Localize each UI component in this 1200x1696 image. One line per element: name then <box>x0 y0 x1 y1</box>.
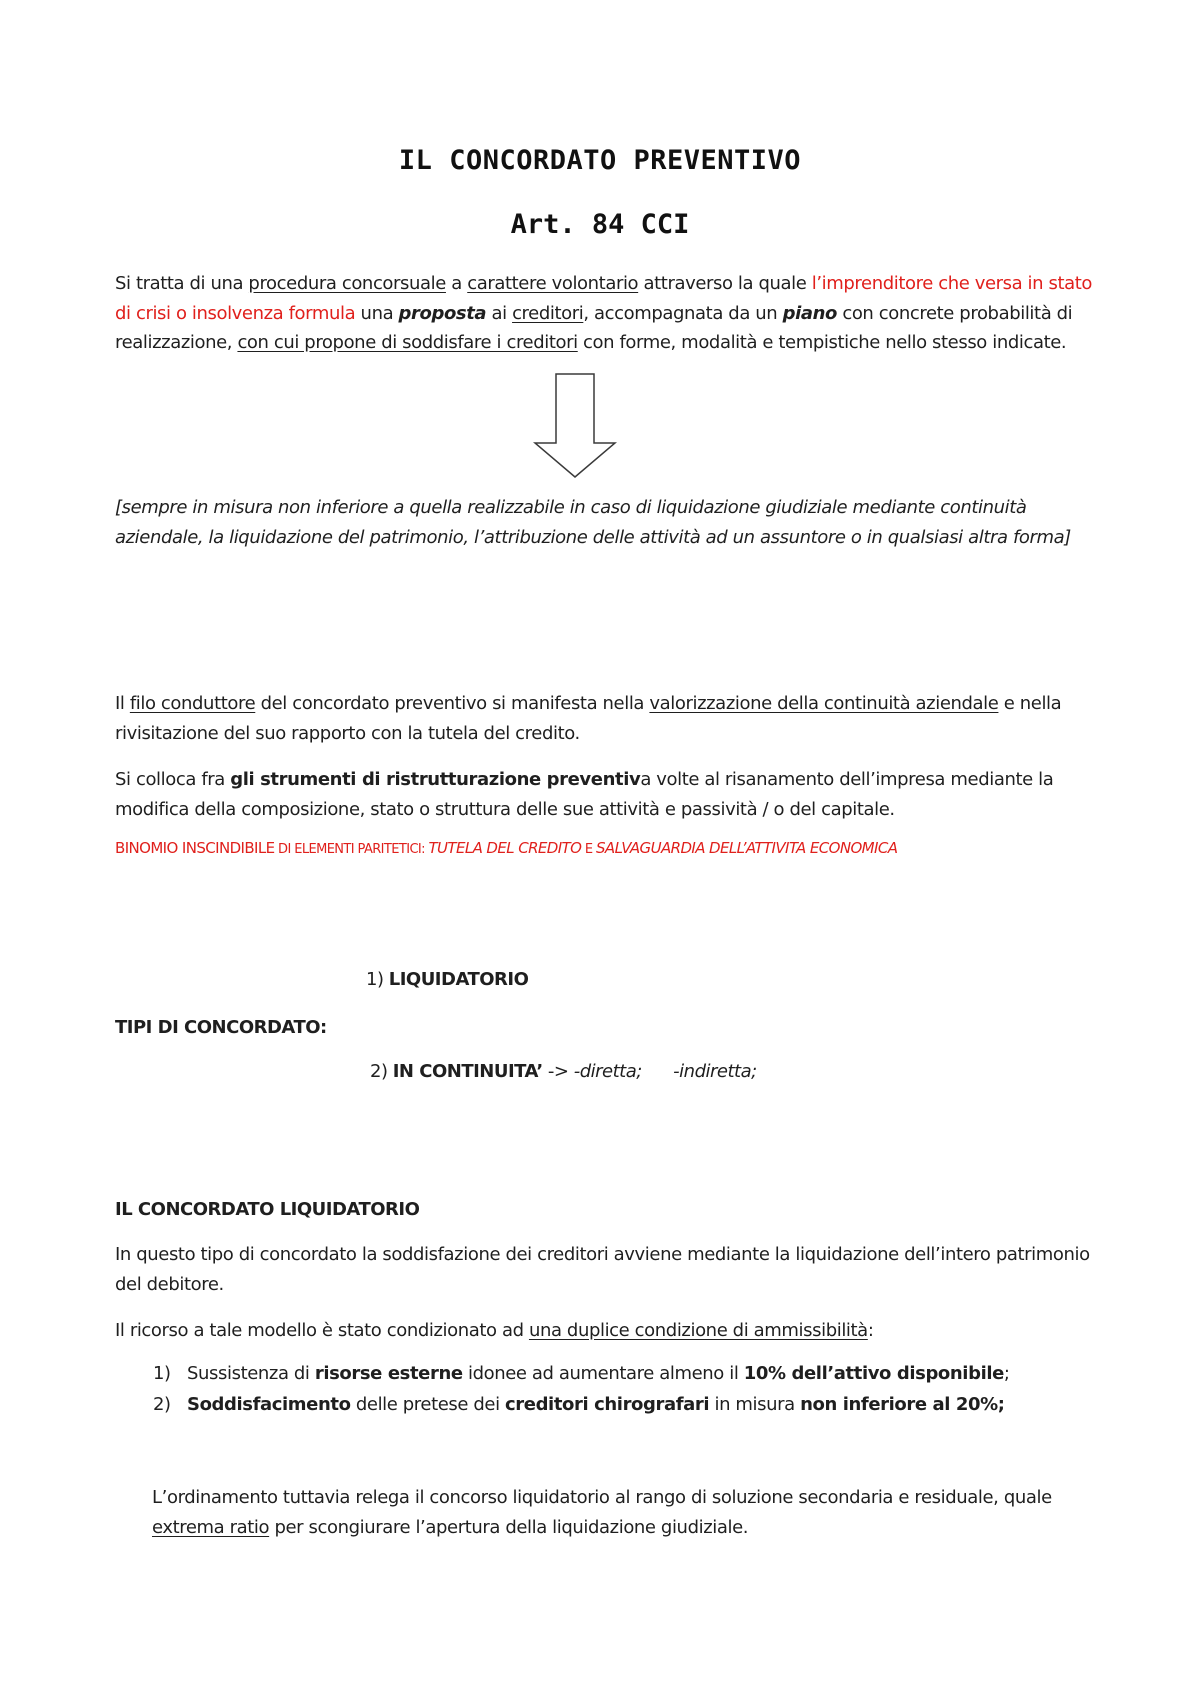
list-item-number: 2) <box>153 1394 171 1415</box>
list-item-number: 1) <box>153 1363 171 1384</box>
list-item-text: in misura <box>709 1394 801 1415</box>
intro-paragraph <box>115 269 1095 358</box>
binomio-italic: SALVAGUARDIA DELL’ATTIVITA ECONOMICA <box>596 839 898 857</box>
list-item <box>115 1358 1095 1389</box>
binomio-text: BINOMIO INSCINDIBILE <box>115 839 275 857</box>
section-heading: IL CONCORDATO LIQUIDATORIO <box>115 1199 420 1220</box>
ricorso-underlined: una duplice condizione di ammissibilità <box>528 1320 868 1341</box>
down-arrow-icon <box>533 373 617 479</box>
ordinamento-text: L’ordinamento tuttavia relega il concorso liquidatorio al rango di soluzione secondaria e residuale, quale <box>152 1487 1052 1508</box>
types-label: TIPI DI CONCORDATO: <box>115 1017 327 1038</box>
intro-text: ai <box>486 302 513 324</box>
intro-emphasis: piano <box>782 302 837 324</box>
list-item-bold: creditori chirografari <box>505 1394 710 1415</box>
list-item-bold: non inferiore al 20%; <box>800 1394 1005 1415</box>
page-title: IL CONCORDATO PREVENTIVO <box>398 145 802 176</box>
type-item-label: IN CONTINUITA’ <box>392 1061 543 1082</box>
intro-text: con concrete probabilità di realizzazione, <box>115 302 1073 353</box>
ricorso-paragraph <box>115 1316 1095 1346</box>
type-item-label: LIQUIDATORIO <box>388 969 529 990</box>
intro-underlined: creditori <box>512 302 584 324</box>
type-item-number: 2) <box>370 1061 388 1082</box>
page-subtitle: Art. 84 CCI <box>510 209 690 240</box>
intro-text: , accompagnata da un <box>583 302 783 324</box>
filo-paragraph <box>115 689 1095 748</box>
filo-text: e nella rivisitazione del suo rapporto con la tutela del credito. <box>115 693 1062 744</box>
intro-text: a <box>445 273 468 294</box>
type-item-number: 1) <box>366 969 384 990</box>
ordinamento-text: per scongiurare l’apertura della liquidazione giudiziale. <box>269 1516 749 1538</box>
binomio-text: E <box>581 842 596 857</box>
intro-underlined: con cui propone di soddisfare i creditori <box>237 332 578 353</box>
ordinamento-underlined: extrema ratio <box>152 1516 270 1538</box>
list-item-bold: risorse esterne <box>314 1363 463 1384</box>
list-item-text: delle pretese dei <box>350 1394 506 1415</box>
type-item-continuita <box>370 1060 757 1084</box>
filo-text: Il <box>115 693 130 714</box>
list-item-bold: 10% dell’attivo disponibile <box>743 1363 1004 1384</box>
intro-text: con forme, modalità e tempistiche nello stesso indicate. <box>577 332 1067 353</box>
colloca-bold: gli strumenti di ristrutturazione preventiv <box>230 769 641 790</box>
conditions-list <box>115 1358 1095 1420</box>
type-item-arrow: -> <box>542 1061 574 1082</box>
intro-text: attraverso la quale <box>638 273 812 294</box>
filo-underlined: filo conduttore <box>129 693 256 714</box>
filo-text: del concordato preventivo si manifesta nella <box>255 693 650 714</box>
bracket-note: [sempre in misura non inferiore a quella realizzabile in caso di liquidazione giudiziale mediante continuità aziendale, la liquidazione del patrimonio, l’attribuzione delle attività ad un assuntore o in qualsiasi altra forma] <box>115 497 1071 548</box>
ricorso-text: : <box>867 1320 874 1341</box>
list-item-bold: Soddisfacimento <box>187 1394 351 1415</box>
intro-underlined: carattere volontario <box>467 273 639 294</box>
type-subitem: -diretta; <box>573 1061 642 1082</box>
colloca-paragraph <box>115 765 1095 824</box>
ricorso-text: Il ricorso a tale modello è stato condizionato ad <box>115 1320 529 1341</box>
colloca-text: Si colloca fra <box>115 769 231 790</box>
binomio-italic: TUTELA DEL CREDITO <box>428 839 582 857</box>
liquidatorio-paragraph: In questo tipo di concordato la soddisfazione dei creditori avviene mediante la liquidazione dell’intero patrimonio del debitore. <box>115 1244 1090 1295</box>
list-item <box>115 1389 1095 1420</box>
list-item-text: ; <box>1003 1363 1010 1384</box>
intro-text: una <box>355 302 399 324</box>
type-item-liquidatorio <box>366 968 528 992</box>
binomio-line <box>115 838 1115 860</box>
list-item-text: Sussistenza di <box>187 1363 315 1384</box>
colloca-text: a volte al risanamento dell’impresa mediante la modifica della composizione, stato o struttura delle sue attività e passività / o del capitale. <box>115 769 1054 820</box>
intro-highlight-red: l’imprenditore che versa in stato di crisi o insolvenza formula <box>115 273 1093 324</box>
filo-underlined: valorizzazione della continuità aziendale <box>649 693 999 714</box>
intro-emphasis: proposta <box>398 302 487 324</box>
ordinamento-paragraph <box>152 1483 1092 1542</box>
type-subitem: -indiretta; <box>673 1061 757 1082</box>
binomio-text: DI ELEMENTI PARITETICI: <box>274 842 429 857</box>
list-item-text: idonee ad aumentare almeno il <box>462 1363 744 1384</box>
intro-underlined: procedura concorsuale <box>248 273 446 294</box>
intro-text: Si tratta di una <box>115 273 249 294</box>
